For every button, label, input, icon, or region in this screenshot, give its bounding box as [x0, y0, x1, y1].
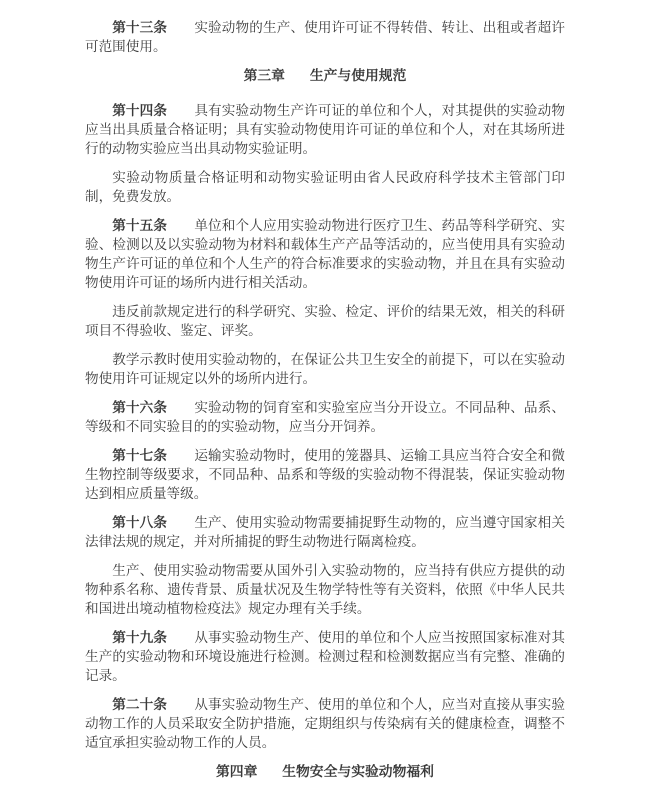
chapter-number: 第三章: [243, 68, 285, 84]
article-paragraph: [85, 399, 565, 437]
paragraph-text: 生产、使用实验动物需要捕捉野生动物的，应当遵守国家相关法律法规的规定，并对所捕捉的野生动物进行隔离检疫。: [85, 515, 565, 550]
article-paragraph: [85, 19, 565, 57]
article-paragraph: [85, 217, 565, 293]
article-number: 第二十条: [112, 697, 168, 713]
paragraph-text: 违反前款规定进行的科学研究、实验、检定、评价的结果无效，相关的科研项目不得验收、鉴定、评奖。: [85, 304, 565, 339]
article-number: 第十七条: [112, 448, 168, 464]
chapter-title: 生产与使用规范: [309, 68, 407, 84]
body-paragraph: [85, 303, 565, 341]
article-paragraph: [85, 696, 565, 753]
paragraph-text: 运输实验动物时，使用的笼器具、运输工具应当符合安全和微生物控制等级要求，不同品种、品系和等级的实验动物不得混装，保证实验动物达到相应质量等级。: [85, 448, 565, 502]
article-number: 第十六条: [112, 400, 168, 416]
paragraph-text: 单位和个人应用实验动物进行医疗卫生、药品等科学研究、实验、检测以及以实验动物为材料和载体生产产品等活动的，应当使用具有实验动物生产许可证的单位和个人生产的符合标准要求的实验动物，并且在具有实验动物使用许可证的场所内进行相关活动。: [85, 218, 565, 291]
paragraph-text: 从事实验动物生产、使用的单位和个人应当按照国家标准对其生产的实验动物和环境设施进行检测。检测过程和检测数据应当有完整、准确的记录。: [85, 630, 565, 684]
paragraph-text: 实验动物的生产、使用许可证不得转借、转让、出租或者超许可范围使用。: [85, 20, 565, 55]
chapter-title: 生物安全与实验动物福利: [282, 764, 434, 780]
article-number: 第十九条: [112, 630, 168, 646]
body-paragraph: [85, 351, 565, 389]
article-paragraph: [85, 102, 565, 159]
body-paragraph: [85, 562, 565, 619]
chapter-heading: [85, 763, 565, 782]
article-number: 第十三条: [112, 20, 168, 36]
paragraph-text: 实验动物质量合格证明和动物实验证明由省人民政府科学技术主管部门印制，免费发放。: [85, 170, 565, 205]
paragraph-text: 从事实验动物生产、使用的单位和个人，应当对直接从事实验动物工作的人员采取安全防护措施，定期组织与传染病有关的健康检查，调整不适宜承担实验动物工作的人员。: [85, 697, 565, 751]
paragraph-text: 教学示教时使用实验动物的，在保证公共卫生安全的前提下，可以在实验动物使用许可证规定以外的场所内进行。: [85, 352, 565, 387]
paragraph-text: 生产、使用实验动物需要从国外引入实验动物的，应当持有供应方提供的动物种系名称、遗传背景、质量状况及生物学特性等有关资料，依照《中华人民共和国进出境动植物检疫法》规定办理有关手续。: [85, 563, 565, 617]
article-paragraph: [85, 629, 565, 686]
article-paragraph: [85, 514, 565, 552]
article-number: 第十五条: [112, 218, 168, 234]
paragraph-text: 实验动物的饲育室和实验室应当分开设立。不同品种、品系、等级和不同实验目的的实验动物，应当分开饲养。: [85, 400, 565, 435]
body-paragraph: [85, 169, 565, 207]
article-number: 第十八条: [112, 515, 168, 531]
paragraph-text: 具有实验动物生产许可证的单位和个人，对其提供的实验动物应当出具质量合格证明；具有实验动物使用许可证的单位和个人，对在其场所进行的动物实验应当出具动物实验证明。: [85, 103, 565, 157]
chapter-heading: [85, 67, 565, 86]
chapter-number: 第四章: [216, 764, 258, 780]
article-number: 第十四条: [112, 103, 168, 119]
article-paragraph: [85, 447, 565, 504]
